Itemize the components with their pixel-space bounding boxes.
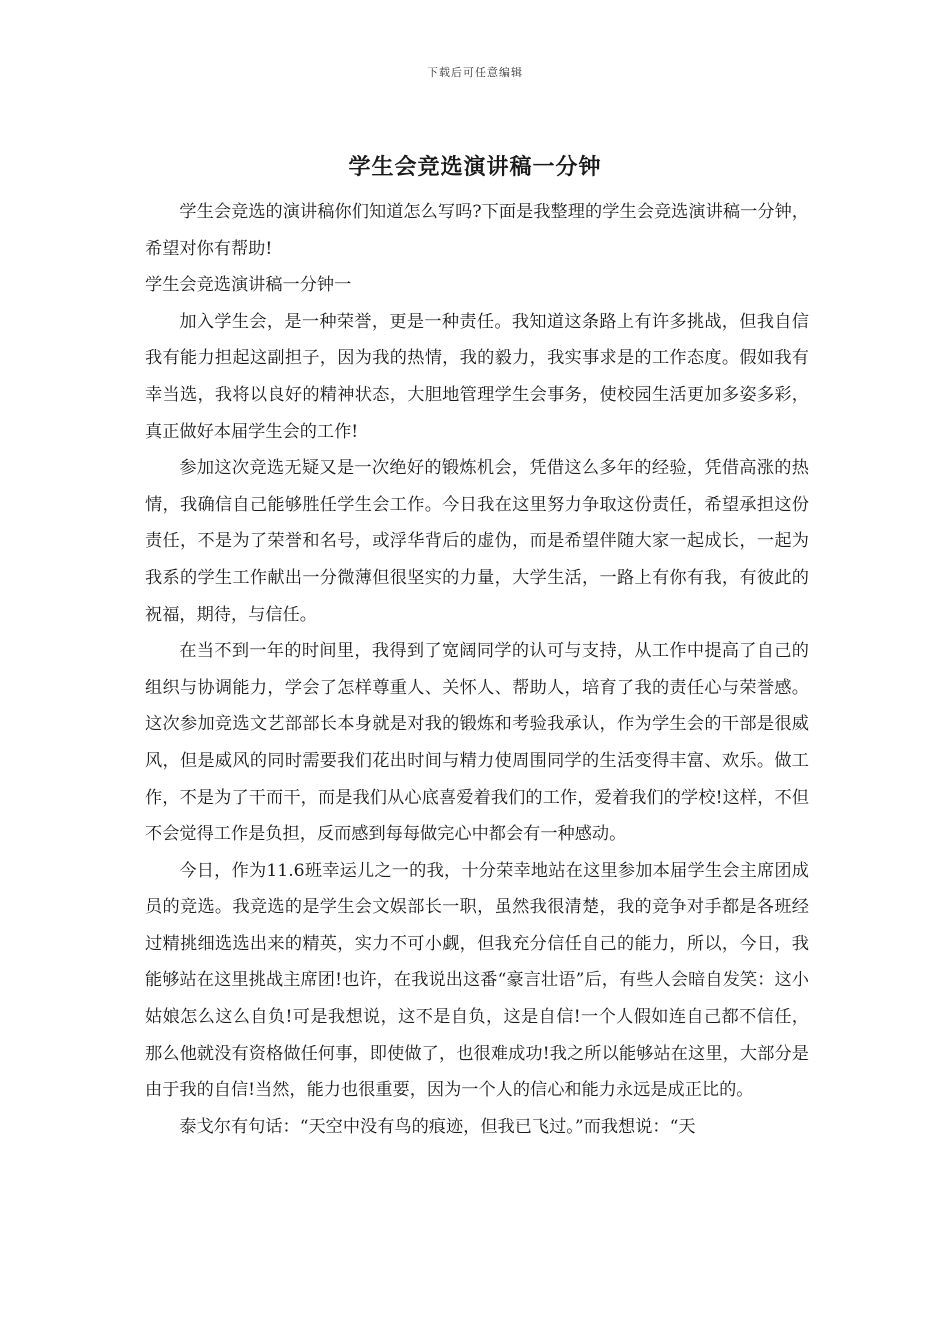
document-body (145, 194, 809, 1145)
document-title: 学生会竞选演讲稿一分钟 (348, 154, 602, 180)
body-paragraph: 今日，作为11.6班幸运儿之一的我，十分荣幸地站在这里参加本届学生会主席团成员的竞选。我竞选的是学生会文娱部长一职，虽然我很清楚，我的竞争对手都是各班经过精挑细选选出来的精英，实力不可小觑，但我充分信任自己的能力，所以，今日，我能够站在这里挑战主席团!也许，在我说出这番“豪言壮语”后，有些人会暗自发笑：这小姑娘怎么这么自负!可是我想说，这不是自负，这是自信!一个人假如连自己都不信任，那么他就没有资格做任何事，即使做了，也很难成功!我之所以能够站在这里，大部分是由于我的自信!当然，能力也很重要，因为一个人的信心和能力永远是成正比的。 (145, 860, 809, 1101)
body-paragraph: 加入学生会，是一种荣誉，更是一种责任。我知道这条路上有许多挑战，但我自信我有能力担起这副担子，因为我的热情，我的毅力，我实事求是的工作态度。假如我有幸当选，我将以良好的精神状态，大胆地管理学生会事务，使校园生活更加多姿多彩，真正做好本届学生会的工作! (145, 311, 809, 442)
section-heading: 学生会竞选演讲稿一分钟一 (145, 275, 352, 296)
header-note: 下载后可任意编辑 (427, 66, 523, 79)
intro-paragraph: 学生会竞选的演讲稿你们知道怎么写吗?下面是我整理的学生会竞选演讲稿一分钟，希望对你有帮助! (145, 202, 809, 259)
body-paragraph: 参加这次竞选无疑又是一次绝好的锻炼机会，凭借这么多年的经验，凭借高涨的热情，我确信自己能够胜任学生会工作。今日我在这里努力争取这份责任，希望承担这份责任，不是为了荣誉和名号，或浮华背后的虚伪，而是希望伴随大家一起成长，一起为我系的学生工作献出一分微薄但很坚实的力量，大学生活，一路上有你有我，有彼此的祝福，期待，与信任。 (145, 458, 809, 625)
body-paragraph: 泰戈尔有句话：“天空中没有鸟的痕迹，但我已飞过。”而我想说：“天 (179, 1116, 696, 1137)
body-paragraph: 在当不到一年的时间里，我得到了宽阔同学的认可与支持，从工作中提高了自己的组织与协调能力，学会了怎样尊重人、关怀人、帮助人，培育了我的责任心与荣誉感。这次参加竞选文艺部部长本身就是对我的锻炼和考验我承认，作为学生会的干部是很威风，但是威风的同时需要我们花出时间与精力使周围同学的生活变得丰富、欢乐。做工作，不是为了干而干，而是我们从心底喜爱着我们的工作，爱着我们的学校!这样，不但不会觉得工作是负担，反而感到每每做完心中都会有一种感动。 (145, 641, 809, 845)
